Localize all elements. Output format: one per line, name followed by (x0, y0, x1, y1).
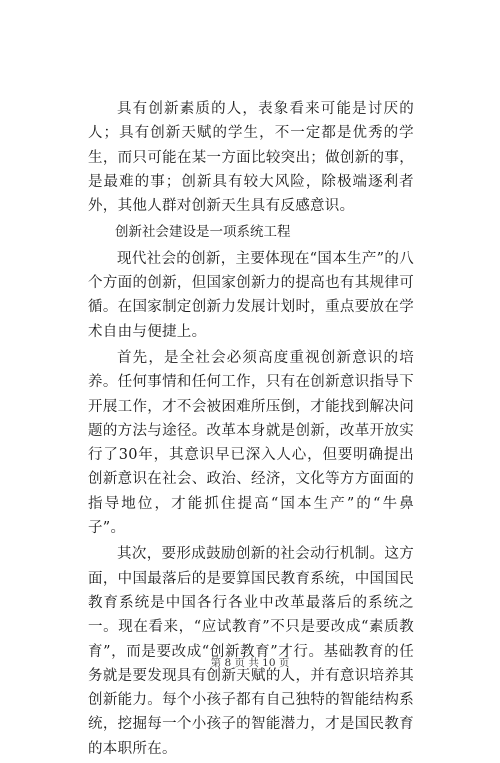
paragraph-second-point: 其次，要形成鼓励创新的社会动行机制。这方面，中国最落后的是要算国民教育系统，中国国民教育系统是中国各行各业中改革最落后的系统之一。现在看来，“应试教育”不只是要改成“素质教育”，而是要改成“创新教育”才行。基础教育的任务就是要发现具有创新天赋的人，并有意识培养其创新能力。每个小孩子都有自己独特的智能结构系统，挖掘每一个小孩子的智能潜力，才是国民教育的本职所在。 (88, 546, 414, 757)
paragraph-modern-innovation: 现代社会的创新，主要体现在“国本生产”的八个方面的创新，但国家创新力的提高也有其规律可循。在国家制定创新力发展计划时，重点要放在学术自由与便捷上。 (88, 250, 414, 340)
page-footer: 第 8 页 共 10 页 (210, 657, 290, 669)
section-heading: 创新社会建设是一项系统工程 (115, 224, 291, 241)
paragraph-innovative-people: 具有创新素质的人，表象看来可能是讨厌的人；具有创新天赋的学生，不一定都是优秀的学生，而只可能在某一方面比较突出；做创新的事，是最难的事；创新具有较大风险，除极端逐利者外，其他人群对创新天生具有反感意识。 (88, 101, 414, 215)
paragraph-first-point: 首先，是全社会必须高度重视创新意识的培养。任何事情和任何工作，只有在创新意识指导下开展工作，才不会被困难所压倒，才能找到解决问题的方法与途径。改革本身就是创新，改革开放实行了30年，其意识早已深入人心，但要明确提出创新意识在社会、政治、经济，文化等方方面面的指导地位，才能抓住提高“国本生产”的“牛鼻子”。 (88, 349, 414, 537)
